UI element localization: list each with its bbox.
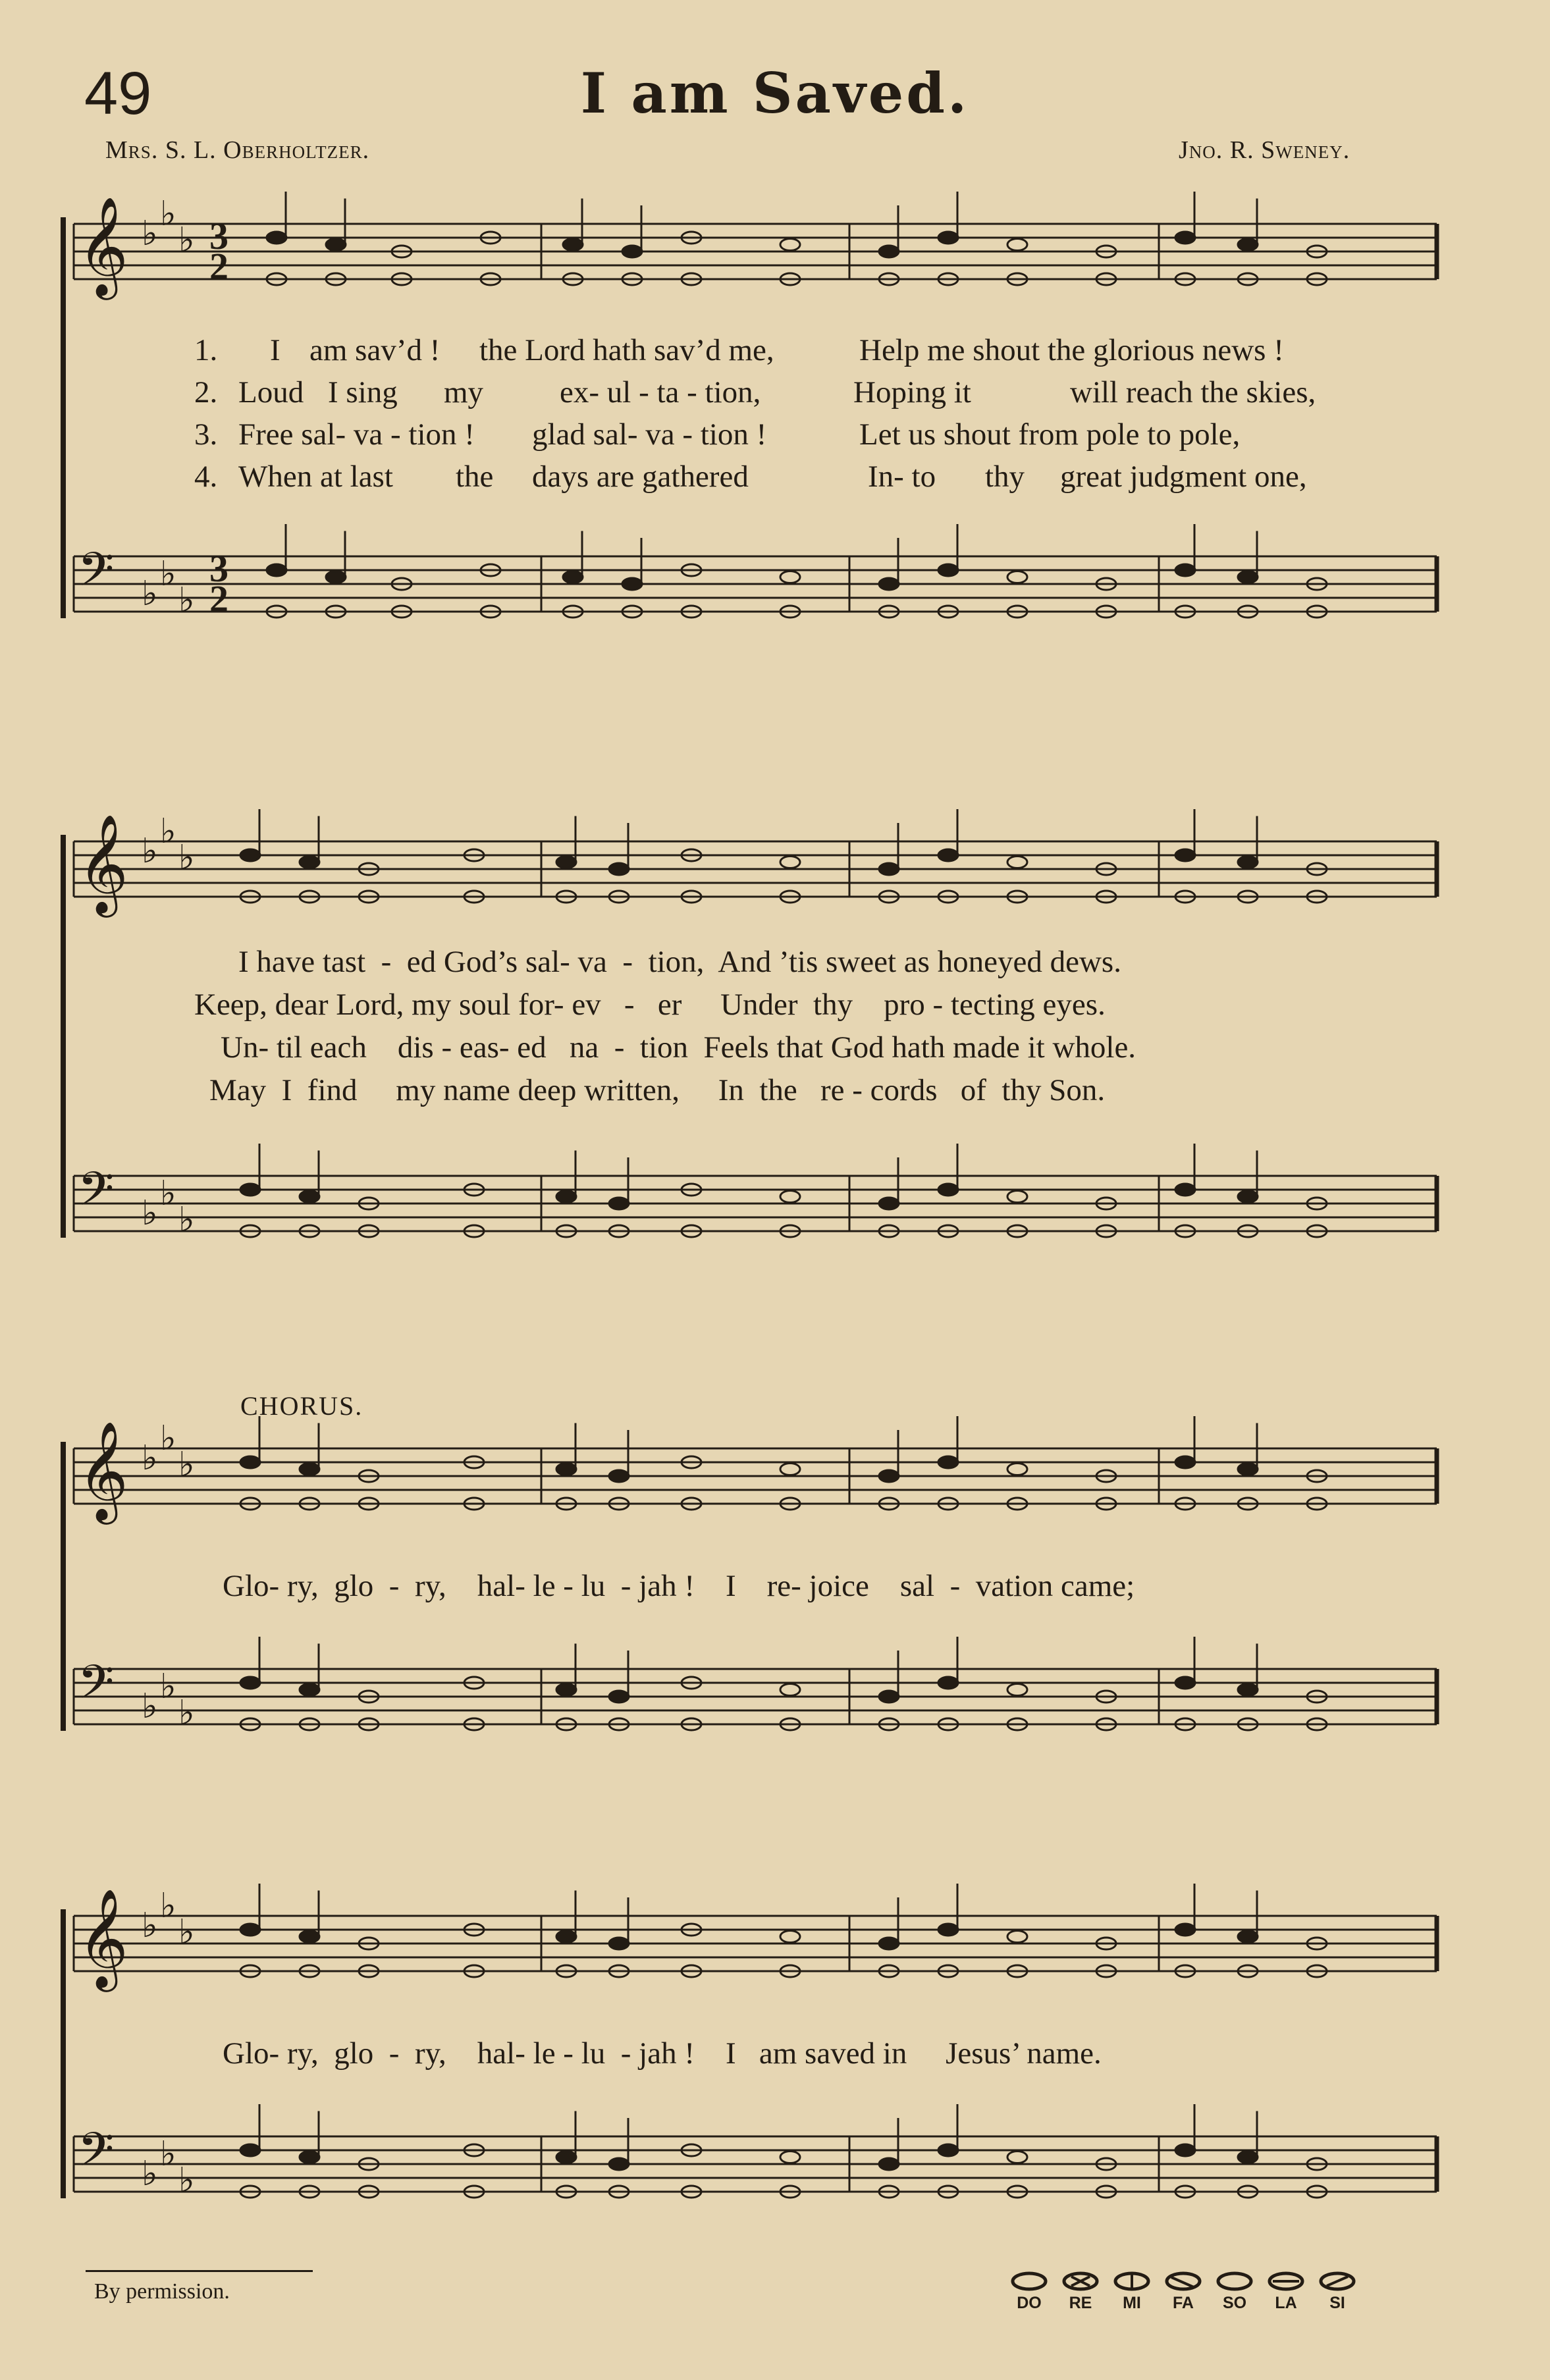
treble-staff [74, 1884, 1437, 1992]
solfa-si: SI [1316, 2271, 1359, 2313]
svg-text:3: 3 [209, 547, 228, 590]
lyricist-credit: Mrs. S. L. Oberholtzer. [105, 136, 370, 164]
bass-staff [74, 1637, 1437, 1733]
svg-text:3: 3 [209, 215, 228, 257]
solfa-mi: MI [1110, 2271, 1154, 2313]
svg-text:2: 2 [209, 577, 228, 620]
svg-text:♭: ♭ [178, 1693, 195, 1733]
verse1-line-2: I have tast - ed God’s sal- va - tion, And ’tis sweet as honeyed dews. [238, 945, 1121, 979]
svg-text:𝄞: 𝄞 [78, 1888, 128, 1988]
treble-staff [74, 1416, 1437, 1525]
svg-text:♭: ♭ [160, 1174, 176, 1213]
svg-text:2: 2 [209, 245, 228, 288]
hymn-title: I am Saved. [580, 61, 970, 126]
svg-text:𝄢: 𝄢 [78, 1655, 115, 1721]
verse3-line-2: Un- til each dis - eas- ed na - tion Feels that God hath made it whole. [221, 1030, 1136, 1065]
svg-text:𝄞: 𝄞 [78, 1420, 128, 1520]
treble-staff [74, 192, 1437, 300]
svg-text:♭: ♭ [142, 832, 158, 871]
svg-text:♭: ♭ [178, 838, 195, 878]
verse2-line-2: Keep, dear Lord, my soul for- ev - er Under thy pro - tecting eyes. [194, 988, 1106, 1022]
svg-text:♭: ♭ [178, 581, 195, 620]
svg-text:𝄞: 𝄞 [78, 813, 128, 913]
svg-text:♭: ♭ [142, 574, 158, 614]
solfa-la: LA [1264, 2271, 1308, 2313]
chorus-line-2: Glo- ry, glo - ry, hal- le - lu - jah ! I am saved in Jesus’ name. [223, 2036, 1102, 2071]
verse1-line: 1. I am sav’d ! the Lord hath sav’d me, Help me shout the glorious news ! [194, 333, 1284, 367]
svg-text:♭: ♭ [142, 2154, 158, 2194]
treble-staff [74, 809, 1437, 918]
chorus-line-1: Glo- ry, glo - ry, hal- le - lu - jah ! I re- joice sal - vation came; [223, 1569, 1135, 1603]
svg-text:♭: ♭ [160, 812, 176, 851]
verse4-line: 4. When at last the days are gathered In- to thy great judgment one, [194, 460, 1307, 494]
solfa-do: DO [1007, 2271, 1051, 2313]
svg-text:♭: ♭ [160, 1886, 176, 1926]
svg-text:♭: ♭ [142, 1687, 158, 1726]
permission-note: By permission. [94, 2279, 230, 2304]
svg-text:♭: ♭ [160, 194, 176, 234]
svg-text:♭: ♭ [160, 1667, 176, 1706]
svg-text:♭: ♭ [142, 1194, 158, 1233]
svg-text:♭: ♭ [160, 2134, 176, 2174]
verse3-line: 3. Free sal- va - tion ! glad sal- va - tion ! Let us shout from pole to pole, [194, 417, 1241, 452]
svg-text:♭: ♭ [178, 1445, 195, 1485]
hymn-number: 49 [84, 60, 152, 127]
chorus-label: CHORUS. [240, 1391, 363, 1421]
svg-text:♭: ♭ [142, 1906, 158, 1945]
verse4-line-2: May I find my name deep written, In the re - cords of thy Son. [209, 1073, 1106, 1107]
svg-text:♭: ♭ [142, 214, 158, 253]
solfa-re: RE [1059, 2271, 1102, 2313]
svg-text:♭: ♭ [178, 2161, 195, 2200]
bass-staff [74, 524, 1437, 620]
bass-staff [74, 2104, 1437, 2200]
svg-text:♭: ♭ [178, 221, 195, 260]
bass-staff [74, 1144, 1437, 1240]
composer-credit: Jno. R. Sweney. [1179, 136, 1350, 164]
svg-text:♭: ♭ [142, 1439, 158, 1478]
svg-text:𝄢: 𝄢 [78, 1162, 115, 1228]
verse2-line: 2. Loud I sing my ex- ul - ta - tion, Hoping it will reach the skies, [194, 375, 1316, 410]
svg-text:♭: ♭ [178, 1200, 195, 1240]
solfa-fa: FA [1162, 2271, 1205, 2313]
svg-text:♭: ♭ [160, 554, 176, 594]
svg-text:♭: ♭ [160, 1419, 176, 1458]
solfa-so: SO [1213, 2271, 1256, 2313]
svg-text:𝄢: 𝄢 [78, 542, 115, 608]
svg-text:𝄞: 𝄞 [78, 196, 128, 296]
svg-text:♭: ♭ [178, 1913, 195, 1952]
svg-text:𝄢: 𝄢 [78, 2123, 115, 2188]
